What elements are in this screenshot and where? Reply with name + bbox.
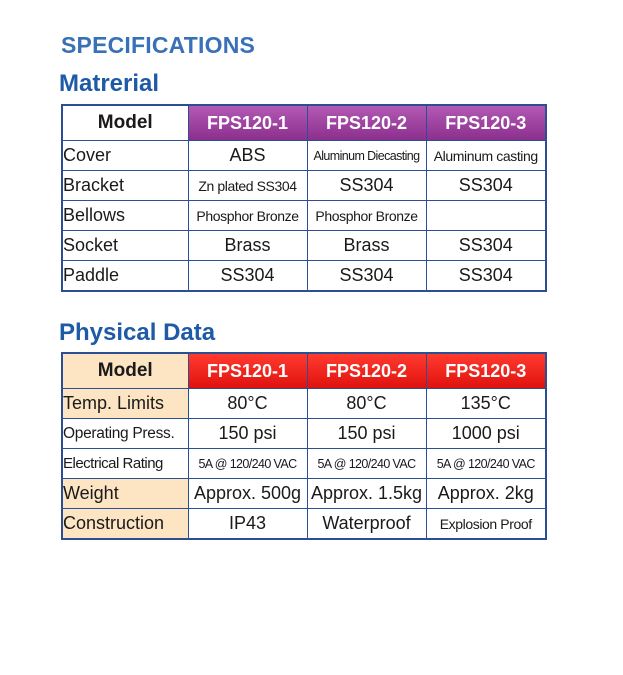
table-cell: 150 psi — [307, 419, 426, 449]
header-cell-fps120-1: FPS120-1 — [188, 353, 307, 389]
row-label: Operating Press. — [62, 419, 188, 449]
table-row — [62, 171, 546, 201]
header-cell-model: Model — [62, 353, 188, 389]
table-cell: Phosphor Bronze — [188, 201, 307, 231]
row-label: Weight — [62, 479, 188, 509]
table-cell: 5A @ 120/240 VAC — [188, 449, 307, 479]
table-row — [62, 201, 546, 231]
material-table — [61, 104, 547, 292]
table-cell — [426, 201, 546, 231]
header-cell-fps120-3: FPS120-3 — [426, 105, 546, 141]
table-cell: 80°C — [307, 389, 426, 419]
table-row — [62, 261, 546, 292]
table-cell: SS304 — [307, 261, 426, 292]
table-cell: 5A @ 120/240 VAC — [307, 449, 426, 479]
row-label: Construction — [62, 509, 188, 540]
header-cell-fps120-3: FPS120-3 — [426, 353, 546, 389]
header-cell-fps120-2: FPS120-2 — [307, 105, 426, 141]
row-label: Electrical Rating — [62, 449, 188, 479]
table-cell: 150 psi — [188, 419, 307, 449]
table-cell: 5A @ 120/240 VAC — [426, 449, 546, 479]
table-cell: Brass — [188, 231, 307, 261]
table-row — [62, 389, 546, 419]
table-cell: 80°C — [188, 389, 307, 419]
table-cell: Approx. 500g — [188, 479, 307, 509]
table-row — [62, 419, 546, 449]
table-cell: SS304 — [426, 171, 546, 201]
table-cell: Zn plated SS304 — [188, 171, 307, 201]
row-label: Temp. Limits — [62, 389, 188, 419]
table-row — [62, 509, 546, 540]
table-row — [62, 141, 546, 171]
table-cell: SS304 — [188, 261, 307, 292]
row-label: Cover — [62, 141, 188, 171]
table-cell: Aluminum Diecasting — [307, 141, 426, 171]
table-cell: Waterproof — [307, 509, 426, 540]
table-cell: ABS — [188, 141, 307, 171]
table-row — [62, 449, 546, 479]
table-cell: SS304 — [426, 261, 546, 292]
row-label: Paddle — [62, 261, 188, 292]
header-cell-fps120-1: FPS120-1 — [188, 105, 307, 141]
table-cell: SS304 — [426, 231, 546, 261]
table-cell: Aluminum casting — [426, 141, 546, 171]
table-cell: Brass — [307, 231, 426, 261]
table-cell: 1000 psi — [426, 419, 546, 449]
table-row — [62, 231, 546, 261]
row-label: Bracket — [62, 171, 188, 201]
row-label: Bellows — [62, 201, 188, 231]
table-cell: Approx. 2kg — [426, 479, 546, 509]
row-label: Socket — [62, 231, 188, 261]
physical-data-table — [61, 352, 547, 540]
material-section-title: Matrerial — [59, 70, 160, 97]
physical-section-title: Physical Data — [59, 319, 216, 346]
table-cell: Phosphor Bronze — [307, 201, 426, 231]
table-header-row — [62, 353, 546, 389]
table-cell: IP43 — [188, 509, 307, 540]
table-cell: Approx. 1.5kg — [307, 479, 426, 509]
header-cell-model: Model — [62, 105, 188, 141]
page-title: SPECIFICATIONS — [61, 32, 256, 58]
table-cell: Explosion Proof — [426, 509, 546, 540]
table-cell: SS304 — [307, 171, 426, 201]
table-header-row — [62, 105, 546, 141]
header-cell-fps120-2: FPS120-2 — [307, 353, 426, 389]
table-cell: 135°C — [426, 389, 546, 419]
table-row — [62, 479, 546, 509]
